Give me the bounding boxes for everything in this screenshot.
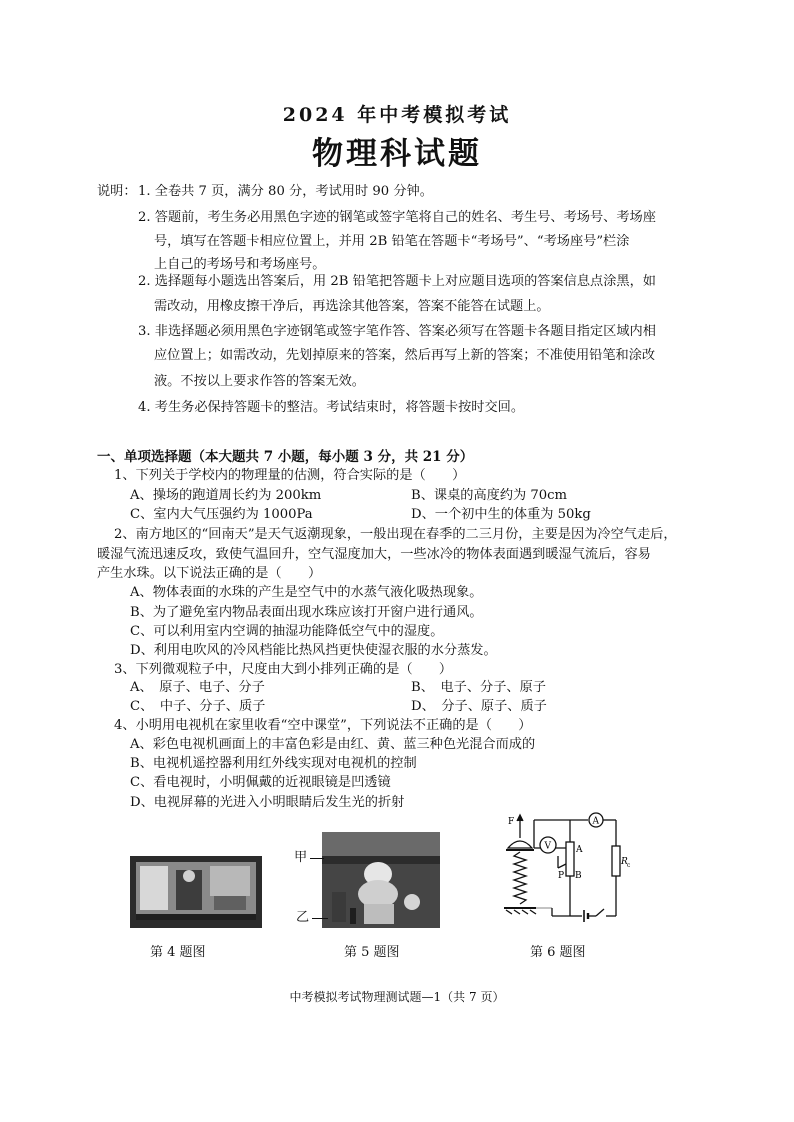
figure-5-pointer-bottom [312,918,328,919]
exam-subtitle: 物理科试题 [312,136,482,172]
q1-option-d: D、一个初中生的体重为 50kg [411,507,591,522]
q2-stem: 2、南方地区的“回南天”是天气返潮现象，一般出现在春季的二三月份，主要是因为冷空气走后， [114,527,677,542]
figure-4-caption: 第 4 题图 [150,945,206,960]
fig6-label-R-sub: c [627,862,631,869]
q1-option-b: B、课桌的高度约为 70cm [411,488,568,503]
section-heading: 一、单项选择题（本大题共 7 小题，每小题 3 分，共 21 分） [97,449,474,465]
q4-option-b: B、电视机遥控器利用红外线实现对电视机的控制 [130,756,417,771]
figure-6-circuit-diagram [492,812,642,930]
fig6-label-R: R [621,857,628,867]
q2-stem: 产生水珠。以下说法正确的是（ ） [97,566,322,581]
instruction-line: 2. 选择题每小题选出答案后，用 2B 铅笔把答题卡上对应题目选项的答案信息点涂黑，如 [138,274,656,289]
figure-6-caption: 第 6 题图 [530,945,586,960]
instruction-line: 号，填写在答题卡相应位置上，并用 2B 铅笔在答题卡“考场号”、“考场座号”栏涂 [154,234,630,249]
fig6-label-V: V [544,841,551,852]
q3-option-d: D、 分子、原子、质子 [411,699,547,714]
q2-option-a: A、物体表面的水珠的产生是空气中的水蒸气液化吸热现象。 [130,585,483,600]
fig6-label-B: B [575,871,582,881]
fig6-label-P: P [558,871,565,881]
instruction-line: 应位置上；如需改动，先划掉原来的答案，然后再写上新的答案；不准使用铅笔和涂改 [154,348,656,363]
q1-stem: 1、下列关于学校内的物理量的估测，符合实际的是（ ） [114,468,466,483]
figure-5-lion-dance-photo [322,832,440,928]
fig6-label-A-meter: A [592,816,599,827]
page-footer: 中考模拟考试物理测试题—1（共 7 页） [289,990,505,1004]
q1-option-a: A、操场的跑道周长约为 200km [130,488,322,503]
q4-stem: 4、小明用电视机在家里收看“空中课堂”，下列说法不正确的是（ ） [114,718,532,733]
instruction-line: 1. 全卷共 7 页，满分 80 分，考试用时 90 分钟。 [138,184,433,199]
figure-5-caption: 第 5 题图 [344,945,400,960]
q1-option-c: C、室内大气压强约为 1000Pa [130,507,313,522]
instruction-line: 3. 非选择题必须用黑色字迹钢笔或签字笔作答、答案必须写在答题卡各题目指定区域内相 [138,324,656,339]
q2-option-c: C、可以利用室内空调的抽湿功能降低空气中的湿度。 [130,624,444,639]
fig6-label-A: A [576,845,583,855]
figure-4-tv-photo [130,856,262,928]
figure-5-label-bottom: 乙 [296,910,310,925]
instruction-line: 上自己的考场号和考场座号。 [154,257,326,272]
figure-5-pointer-top [310,858,324,859]
figure-5-label-top: 甲 [294,850,308,865]
q3-option-a: A、 原子、电子、分子 [130,680,265,695]
instruction-line: 需改动，用橡皮擦干净后，再选涂其他答案，答案不能答在试题上。 [154,299,550,314]
q2-option-b: B、为了避免室内物品表面出现水珠应该打开窗户进行通风。 [130,605,483,620]
q3-stem: 3、下列微观粒子中，尺度由大到小排列正确的是（ ） [114,662,453,677]
q2-option-d: D、利用电吹风的冷风档能比热风挡更快使湿衣服的水分蒸发。 [130,643,497,658]
fig6-label-F: F [508,817,515,827]
q3-option-c: C、 中子、分子、质子 [130,699,266,714]
q4-option-c: C、看电视时，小明佩戴的近视眼镜是凹透镜 [130,775,391,790]
instruction-line: 2. 答题前，考生务必用黑色字迹的钢笔或签字笔将自己的姓名、考生号、考场号、考场座 [138,210,656,225]
instruction-line: 液。不按以上要求作答的答案无效。 [154,374,365,389]
instructions-label: 说明： [97,184,137,199]
instruction-line: 4. 考生务必保持答题卡的整洁。考试结束时，将答题卡按时交回。 [138,400,525,415]
q3-option-b: B、 电子、分子、原子 [411,680,546,695]
exam-title: 2024 年中考模拟考试 [282,104,512,126]
q4-option-d: D、电视屏幕的光进入小明眼睛后发生光的折射 [130,795,405,810]
q4-option-a: A、彩色电视机画面上的丰富色彩是由红、黄、蓝三种色光混合而成的 [130,737,536,752]
q2-stem: 暖湿气流迅速反攻，致使气温回升，空气湿度加大，一些冰冷的物体表面遇到暖湿气流后，容易 [97,547,651,562]
